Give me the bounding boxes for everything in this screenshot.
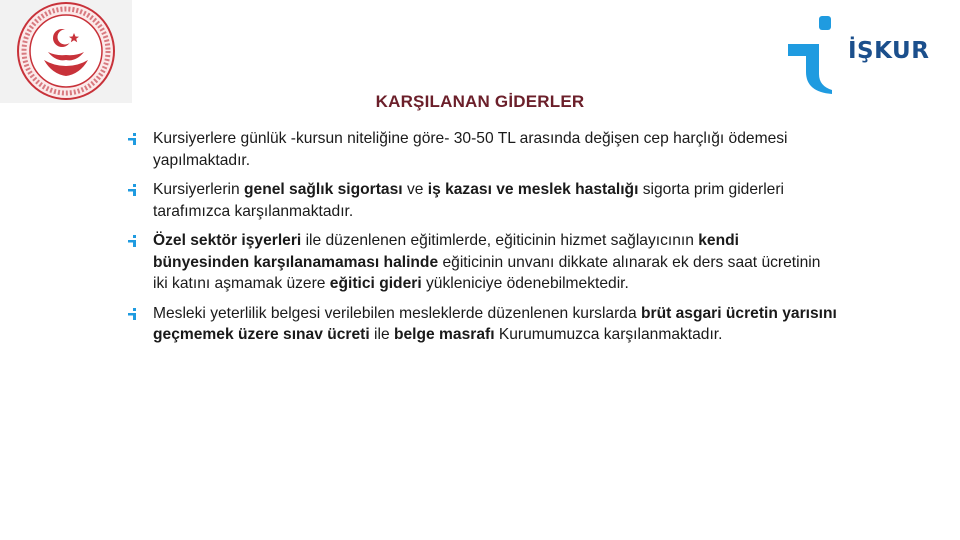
bullet-item [126,303,838,346]
bullet-text-segment: ile [369,326,394,343]
bullet-text-bold: kendi bünyesinden karşılanamaması halinde [153,232,739,271]
bullet-text-segment: sigorta prim giderleri tarafımızca karşılanmaktadır. [153,181,784,220]
bullet-text-segment: eğiticinin unvanı dikkate alınarak ek ders saat ücretinin iki katını aşmamak üzere [153,253,821,292]
iskur-logo-icon [786,14,846,94]
bullet-item [126,128,838,171]
bullet-text-bold: brüt asgari ücretin yarısını geçmemek üzere sınav ücreti [153,304,837,343]
bullet-text-bold: eğitici gideri [329,275,422,292]
iskur-logo [786,14,946,94]
bullet-text-segment: Kursiyerlerin [153,181,244,198]
bullet-item [126,179,838,222]
bullet-text-bold: genel sağlık sigortası [244,181,403,198]
bullet-text [153,303,838,346]
bullet-text-segment: ile düzenlenen eğitimlerde, eğiticinin hizmet sağlayıcının [301,232,699,249]
bullet-text-segment: Kurumumuzca karşılanmaktadır. [494,326,723,343]
bullet-text [153,230,838,295]
bullet-text-bold: iş kazası ve meslek hastalığı [427,181,639,198]
bullet-list [126,128,838,354]
accent-bullet-icon [128,235,138,249]
bullet-text-segment: Mesleki yeterlilik belgesi verilebilen mesleklerde düzenlenen kurslarda [153,304,641,322]
bullet-text-segment: Kursiyerlere günlük -kursun niteliğine göre- 30-50 TL arasında değişen cep harçlığı ödemesi yapılmaktadır. [153,130,788,169]
accent-bullet-icon [128,133,138,147]
brand-name: İŞKUR [848,38,930,64]
bullet-text-bold: Özel sektör işyerleri [153,232,302,249]
bullet-text [153,128,838,171]
bullet-item [126,230,838,295]
accent-bullet-icon [128,184,138,198]
bullet-text-bold: belge masrafı [393,326,495,343]
bullet-text [153,179,838,222]
page-title [0,92,960,112]
bullet-text-segment: ve [402,181,428,198]
bullet-text-segment: yükleniciye ödenebilmektedir. [421,275,629,292]
ministry-seal-icon [0,0,132,103]
accent-bullet-icon [128,308,138,322]
page-title-text: KARŞILANAN GİDERLER [375,92,585,111]
